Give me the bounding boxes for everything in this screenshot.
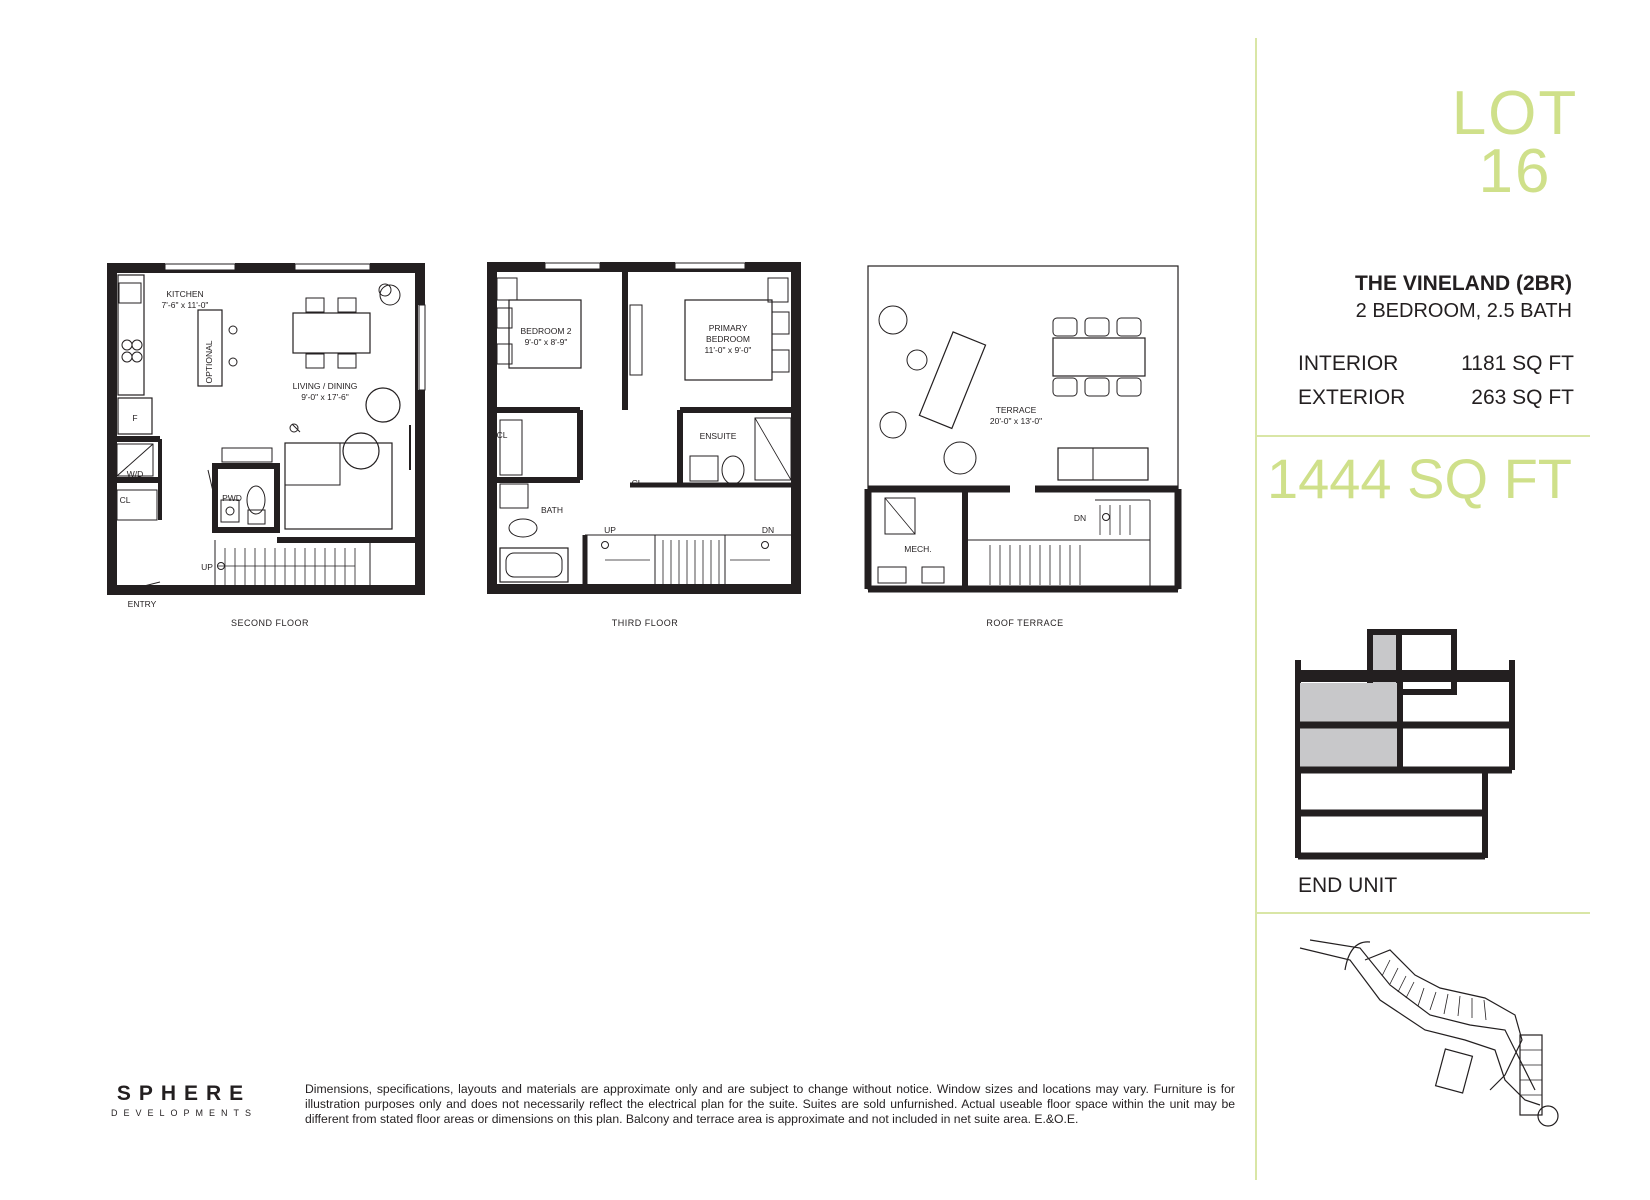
divider-1 [1255, 435, 1590, 437]
label-primary-2: BEDROOM [706, 334, 750, 344]
third-floor-plan [492, 263, 796, 589]
label-bedroom2-dim: 9'-0" x 8'-9" [524, 337, 568, 347]
label-fridge: F [132, 413, 138, 423]
unit-key-plan [1290, 620, 1530, 870]
north-arrow-icon [1538, 1106, 1558, 1126]
disclaimer: Dimensions, specifications, layouts and materials are approximate only and are subject to change without notice. Window sizes and locations may vary. Furniture is for illustration purposes only and does not necessarily reflect the electrical plan for the suite. Suites are sold unfurnished. Actual useable floor space within the unit may be different from stated floor areas or dimensions on this plan. Balcony and terrace area is approximate and not included in net suite area. E.&O.E. [305, 1082, 1235, 1126]
label-cl-3a: CL [496, 430, 508, 440]
label-bedroom2: BEDROOM 2 [520, 326, 572, 336]
label-primary-1: PRIMARY [708, 323, 748, 333]
label-pwd: PWD [222, 493, 242, 503]
caption-second-floor: SECOND FLOOR [230, 618, 309, 628]
label-cl-2: CL [119, 495, 131, 505]
total-area: 1444 SQ FT [1266, 447, 1572, 510]
logo-sub: DEVELOPMENTS [110, 1108, 258, 1118]
roof-terrace-plan [868, 266, 1178, 589]
label-primary-dim: 11'-0" x 9'-0" [704, 345, 752, 355]
label-bath: BATH [540, 505, 564, 515]
second-floor-plan [112, 264, 425, 592]
model-name: THE VINELAND (2BR) [1354, 272, 1572, 295]
interior-value: 1181 SQ FT [1461, 352, 1574, 375]
lot-digits: 16 [1478, 137, 1552, 206]
label-ensuite: ENSUITE [699, 431, 737, 441]
label-mech: MECH. [904, 544, 932, 554]
exterior-label: EXTERIOR [1298, 386, 1406, 409]
label-entry: ENTRY [127, 599, 157, 609]
model-sub: 2 BEDROOM, 2.5 BATH [1355, 300, 1572, 322]
site-plan [1290, 930, 1560, 1130]
label-living: LIVING / DINING [292, 381, 358, 391]
label-up-3: UP [604, 525, 616, 535]
label-kitchen: KITCHEN [166, 289, 204, 299]
interior-label: INTERIOR [1298, 352, 1399, 375]
divider-2 [1255, 912, 1590, 914]
label-up-2: UP [201, 562, 213, 572]
lot-number [1440, 79, 1590, 206]
label-kitchen-dim: 7'-6" x 11'-0" [161, 300, 209, 310]
exterior-value: 263 SQ FT [1471, 386, 1574, 409]
label-dn-3: DN [761, 525, 775, 535]
exterior-row [1298, 386, 1574, 410]
label-terrace-dim: 20'-0" x 13'-0" [989, 416, 1043, 426]
label-living-dim: 9'-0" x 17'-6" [301, 392, 349, 402]
label-dn-roof: DN [1073, 513, 1087, 523]
key-unit-highlight-1 [1300, 683, 1400, 723]
caption-third-floor: THIRD FLOOR [611, 618, 679, 628]
end-unit-label: END UNIT [1298, 874, 1398, 897]
label-terrace: TERRACE [995, 405, 1037, 415]
divider-vertical [1255, 38, 1257, 1180]
logo-name: SPHERE [116, 1082, 252, 1105]
label-wd: W/D [126, 469, 144, 479]
sphere-logo [94, 1082, 274, 1118]
label-optional: OPTIONAL [204, 340, 214, 384]
lot-word: LOT [1451, 79, 1579, 148]
label-cl-3b: CL [631, 478, 643, 488]
interior-row [1298, 352, 1574, 376]
key-unit-highlight-2 [1300, 728, 1400, 768]
floor-plans [0, 0, 1250, 650]
caption-roof-terrace: ROOF TERRACE [986, 618, 1064, 628]
